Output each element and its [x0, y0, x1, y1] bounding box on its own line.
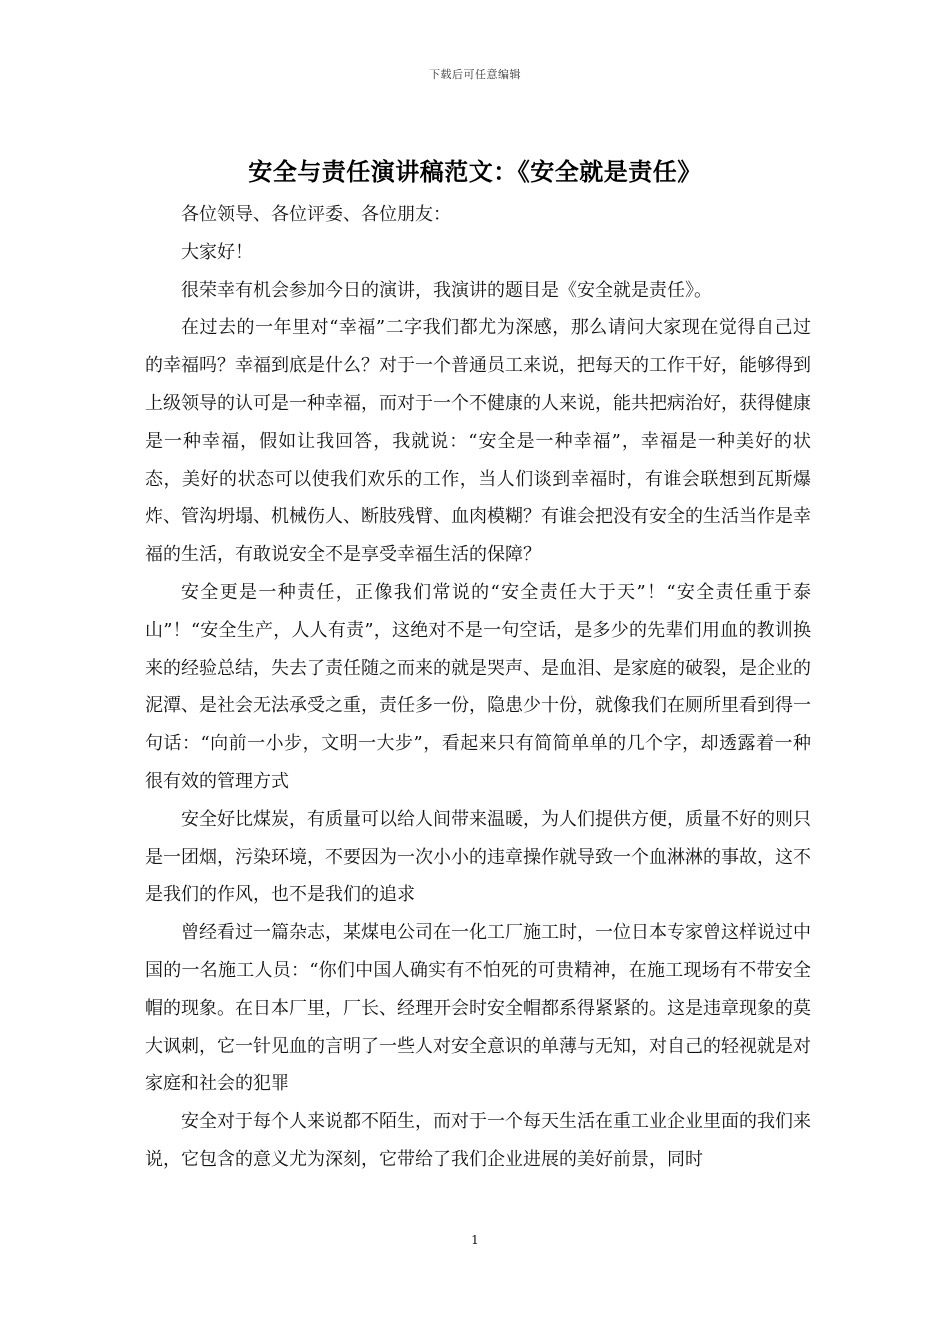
page-number: 1 — [471, 1233, 479, 1247]
paragraph-salutation: 各位领导、各位评委、各位朋友： — [181, 204, 451, 225]
paragraph-coal-metaphor: 安全好比煤炭，有质量可以给人间带来温暖，为人们提供方便，质量不好的则只是一团烟，污染环境，不要因为一次小小的违章操作就导致一个血淋淋的事故，这不是我们的作风，也不是我们的追求 — [145, 808, 811, 906]
paragraph-intro: 很荣幸有机会参加今日的演讲，我演讲的题目是《安全就是责任》。 — [181, 279, 712, 301]
paragraph-magazine-story: 曾经看过一篇杂志，某煤电公司在一化工厂施工时，一位日本专家曾这样说过中国的一名施工人员：“你们中国人确实有不怕死的可贵精神，在施工现场有不带安全帽的现象。在日本厂里，厂长、经理开会时安全帽都系得紧紧的。这是违章现象的莫大讽刺，它一针见血的言明了一些人对安全意识的单薄与无知，对自己的轻视就是对家庭和社会的犯罪 — [145, 922, 811, 1095]
paragraph-closing-partial: 安全对于每个人来说都不陌生，而对于一个每天生活在重工业企业里面的我们来说，它包含的意义尤为深刻，它带给了我们企业进展的美好前景，同时 — [145, 1111, 811, 1170]
paragraph-responsibility: 安全更是一种责任，正像我们常说的“安全责任大于天”！“安全责任重于泰山”！“安全生产，人人有责”，这绝对不是一句空话，是多少的先辈们用血的教训换来的经验总结，失去了责任随之而来的就是哭声、是血泪、是家庭的破裂，是企业的泥潭、是社会无法承受之重，责任多一份，隐患少十份，就像我们在厕所里看到得一句话：“向前一小步，文明一大步”，看起来只有简简单单的几个字，却透露着一种很有效的管理方式 — [145, 581, 811, 792]
document-body — [145, 196, 811, 1179]
document-title: 安全与责任演讲稿范文：《安全就是责任》 — [248, 157, 702, 186]
paragraph-happiness: 在过去的一年里对“幸福”二字我们都尤为深感，那么请问大家现在觉得自己过的幸福吗？幸福到底是什么？对于一个普通员工来说，把每天的工作干好，能够得到上级领导的认可是一种幸福，而对于一个不健康的人来说，能共把病治好，获得健康是一种幸福，假如让我回答，我就说：“安全是一种幸福”，幸福是一种美好的状态，美好的状态可以使我们欢乐的工作，当人们谈到幸福时，有谁会联想到瓦斯爆炸、管沟坍塌、机械伤人、断肢残臂、血肉模糊？有谁会把没有安全的生活当作是幸福的生活，有敢说安全不是享受幸福生活的保障？ — [145, 317, 811, 566]
paragraph-greeting: 大家好！ — [181, 241, 253, 263]
header-note: 下载后可任意编辑 — [429, 68, 521, 81]
